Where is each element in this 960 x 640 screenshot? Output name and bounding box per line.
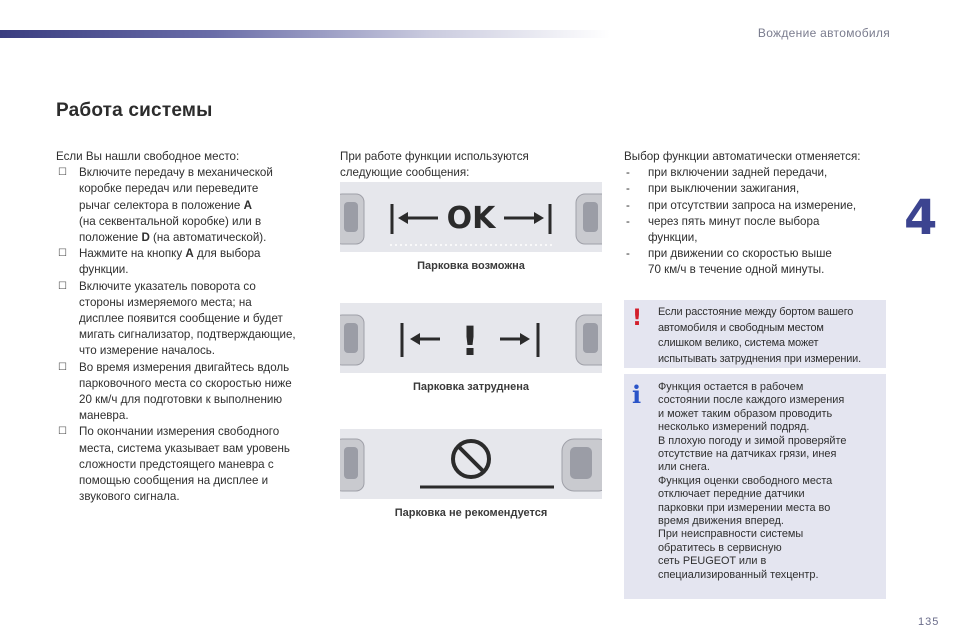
list-item-line: помощью сообщения на дисплее и (79, 474, 269, 488)
note-line: обратитесь в сервисную (658, 541, 782, 554)
list-item (624, 198, 888, 214)
parked-car-right-icon (576, 315, 602, 365)
exclamation-display-text: ! (460, 319, 480, 365)
list-item-line: рычаг селектора в положение A (79, 198, 252, 212)
list-item-line: маневра. (79, 409, 129, 423)
list-item-line: функции, (648, 231, 698, 245)
list-item-line: мигать сигнализатор, подтверждающие, (79, 328, 296, 342)
parking-not-recommended-display (340, 429, 602, 499)
note-line: специализированный техцентр. (658, 568, 819, 581)
note-line: испытывать затруднения при измерении. (658, 352, 861, 365)
list-item-line: функции. (79, 263, 129, 277)
checkbox-bullet-icon: ☐ (58, 280, 67, 292)
list-item-line: стороны измеряемого места; на (79, 295, 252, 309)
parking-possible-caption: Парковка возможна (417, 260, 525, 272)
info-text (658, 381, 880, 582)
list-item-line: Нажмите на кнопку A для выбора (79, 247, 261, 261)
parking-difficult-caption: Парковка затруднена (412, 381, 529, 393)
note-line: сеть PEUGEOT или в (658, 555, 767, 568)
list-item (624, 246, 888, 278)
list-item (56, 165, 326, 246)
info-note (624, 374, 886, 599)
list-item-line: через пять минут после выбора (648, 214, 820, 228)
warning-note (624, 300, 886, 368)
gear-letter: D (141, 231, 150, 245)
list-item-line: 20 км/ч для подготовки к выполнению (79, 393, 283, 407)
dash-bullet: - (626, 182, 630, 196)
note-line: автомобиля и свободным местом (658, 321, 824, 334)
checkbox-bullet-icon: ☐ (58, 167, 67, 179)
info-icon: i (632, 380, 642, 409)
list-item-line: при включении задней передачи, (648, 166, 828, 180)
note-line: отключает передние датчики (658, 488, 805, 501)
parked-car-left-icon (340, 194, 364, 244)
note-line: Функция оценки свободного места (658, 474, 833, 487)
list-item-line: что измерение началось. (79, 344, 216, 358)
cancellation-intro: Выбор функции автоматически отменяется: (624, 150, 861, 163)
note-line: несколько измерений подряд. (658, 421, 810, 434)
list-item (56, 279, 326, 360)
checkbox-bullet-icon: ☐ (58, 248, 67, 260)
note-line: и может таким образом проводить (658, 407, 833, 420)
dash-bullet: - (626, 166, 630, 180)
note-line: состоянии после каждого измерения (658, 394, 845, 407)
note-line: или снега. (658, 461, 710, 474)
parked-car-right-icon (562, 439, 602, 491)
messages-intro-line-1: При работе функции используются (340, 150, 529, 163)
list-item-line: при движении со скоростью выше (648, 247, 832, 261)
list-item (624, 181, 888, 197)
instructions-list (56, 165, 326, 505)
dash-bullet: - (626, 247, 630, 261)
section-title: Вождение автомобиля (757, 26, 890, 40)
list-item-line: при отсутствии запроса на измерение, (648, 198, 857, 212)
cancellation-list (624, 165, 888, 278)
list-item-line: положение D (на автоматической). (79, 231, 267, 245)
list-item-line: (на секвентальной коробке) или в (79, 214, 262, 228)
list-item-line: По окончании измерения свободного (79, 425, 280, 439)
list-item-line: сложности предстоящего маневра с (79, 457, 274, 471)
parked-car-left-icon (340, 439, 364, 491)
list-item-line: Во время измерения двигайтесь вдоль (79, 360, 290, 374)
gear-letter: A (243, 198, 252, 212)
instructions-column (56, 149, 326, 505)
gear-letter: A (185, 247, 194, 261)
parking-possible-display (340, 182, 602, 252)
header-gradient-bar (0, 30, 610, 38)
list-item (56, 360, 326, 425)
note-line: При неисправности системы (658, 528, 804, 541)
list-item (56, 246, 326, 278)
warning-icon: ! (632, 306, 643, 331)
list-item-line: Включите указатель поворота со (79, 279, 256, 293)
note-line: слишком велико, система может (658, 337, 819, 350)
parked-car-left-icon (340, 315, 364, 365)
cancellation-column (624, 149, 888, 279)
list-item (624, 165, 888, 181)
chapter-number: 4 (904, 190, 938, 246)
checkbox-bullet-icon: ☐ (58, 426, 67, 438)
note-line: Если расстояние между бортом вашего (658, 306, 854, 318)
list-item-line: Включите передачу в механической (79, 166, 273, 180)
list-item-line: коробке передач или переведите (79, 182, 259, 196)
note-line: отсутствие на датчиках грязи, инея (658, 448, 837, 461)
dash-bullet: - (626, 214, 630, 228)
parking-not-recommended-caption: Парковка не рекомендуется (394, 507, 548, 519)
list-item-line: места, система указывает вам уровень (79, 441, 290, 455)
list-item-line: парковочного места со скоростью ниже (79, 376, 292, 390)
note-line: Функция остается в рабочем (658, 381, 804, 393)
list-item (624, 214, 888, 246)
note-line: парковки при измерении места во (658, 501, 831, 514)
list-item-line: 70 км/ч в течение одной минуты. (648, 263, 825, 277)
messages-column (340, 149, 602, 181)
parked-car-right-icon (576, 194, 602, 244)
checkbox-bullet-icon: ☐ (58, 361, 67, 373)
note-line: время движения вперед. (658, 515, 784, 528)
parking-difficult-display (340, 303, 602, 373)
dash-bullet: - (626, 198, 630, 212)
note-line: В плохую погоду и зимой проверяйте (658, 434, 847, 447)
list-item-line: звукового сигнала. (79, 490, 180, 504)
list-item (56, 424, 326, 505)
instructions-intro: Если Вы нашли свободное место: (56, 150, 240, 163)
list-item-line: при выключении зажигания, (648, 182, 800, 196)
warning-text (658, 305, 880, 367)
list-item-line: дисплее появится сообщение и будет (79, 312, 283, 326)
ok-display-text: OK (446, 201, 496, 236)
page-heading: Работа системы (56, 100, 213, 121)
page-number: 135 (918, 616, 940, 628)
messages-intro-line-2: следующие сообщения: (340, 166, 470, 180)
